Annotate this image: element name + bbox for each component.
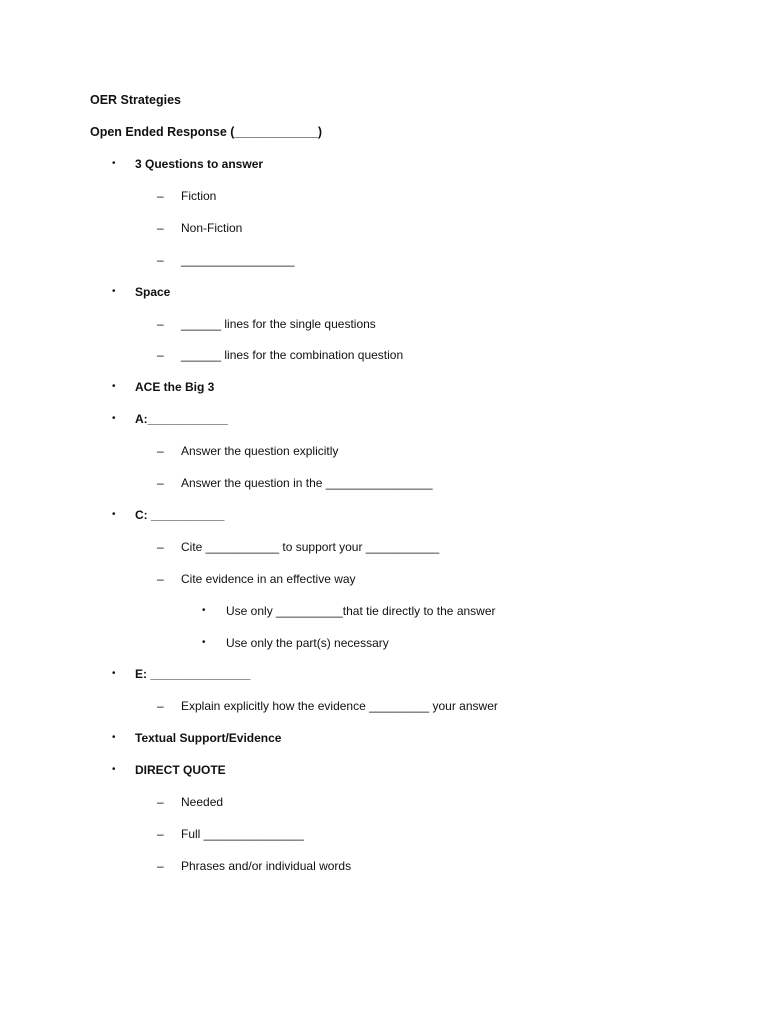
bullet-marker: • [112, 413, 116, 424]
bullet-marker: • [112, 668, 116, 679]
outline-item-text: ACE the Big 3 [135, 380, 215, 394]
outline-item-text: Full _______________ [181, 827, 304, 841]
dash-marker: – [157, 444, 164, 458]
dash-marker: – [157, 795, 164, 809]
outline-item-text: Answer the question in the ________________ [181, 476, 433, 490]
document-title: OER Strategies [90, 93, 182, 107]
dash-marker: – [157, 476, 164, 490]
outline-item-text: C: ___________ [135, 508, 225, 522]
outline-item-text: Fiction [181, 189, 217, 203]
outline-item-text: ______ lines for the single questions [181, 317, 376, 331]
bullet-marker: • [112, 764, 116, 775]
outline-item-text: Textual Support/Evidence [135, 731, 282, 745]
outline-item-text: Explain explicitly how the evidence _________ your answer [181, 699, 498, 713]
bullet-marker: • [202, 605, 206, 616]
document-subtitle: Open Ended Response (____________) [90, 125, 323, 139]
outline-item-text: E: _______________ [135, 667, 251, 681]
bullet-marker: • [112, 509, 116, 520]
outline-item-text: Space [135, 285, 171, 299]
outline-item-text: Non-Fiction [181, 221, 243, 235]
dash-marker: – [157, 253, 164, 267]
outline-item-text: Needed [181, 795, 224, 809]
outline-item-text: Cite evidence in an effective way [181, 572, 356, 586]
bullet-marker: • [112, 381, 116, 392]
dash-marker: – [157, 348, 164, 362]
outline-item-text: Phrases and/or individual words [181, 859, 352, 873]
dash-marker: – [157, 827, 164, 841]
outline-item-text: DIRECT QUOTE [135, 763, 226, 777]
outline-item-text: Use only the part(s) necessary [226, 636, 389, 650]
dash-marker: – [157, 540, 164, 554]
dash-marker: – [157, 699, 164, 713]
outline-item-text: _________________ [181, 253, 295, 267]
outline-item-text: Cite ___________ to support your ___________ [181, 540, 440, 554]
dash-marker: – [157, 317, 164, 331]
dash-marker: – [157, 221, 164, 235]
dash-marker: – [157, 859, 164, 873]
dash-marker: – [157, 189, 164, 203]
bullet-marker: • [112, 158, 116, 169]
bullet-marker: • [112, 732, 116, 743]
outline-item-text: Use only __________that tie directly to the answer [226, 604, 496, 618]
bullet-marker: • [112, 286, 116, 297]
outline-item-text: ______ lines for the combination question [181, 348, 404, 362]
outline-item-text: Answer the question explicitly [181, 444, 339, 458]
dash-marker: – [157, 572, 164, 586]
outline-item-text: A:____________ [135, 412, 228, 426]
bullet-marker: • [202, 637, 206, 648]
outline-item-text: 3 Questions to answer [135, 157, 264, 171]
